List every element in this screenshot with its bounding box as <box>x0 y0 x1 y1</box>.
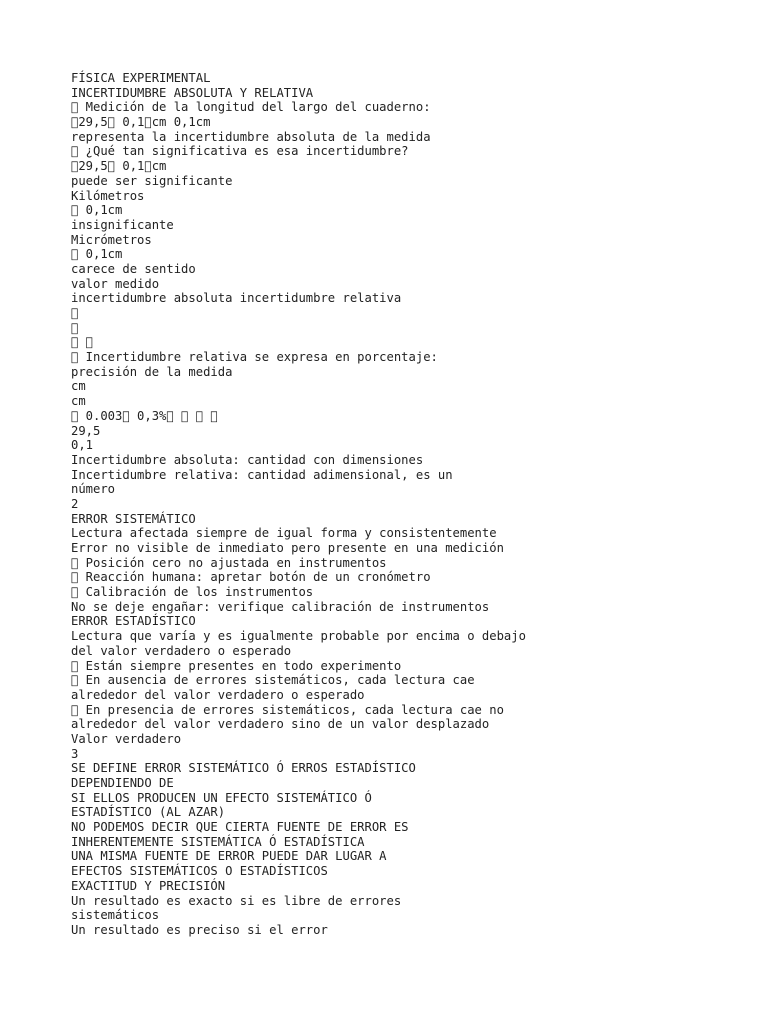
text-line: FÍSICA EXPERIMENTAL <box>71 71 211 85</box>
text-line: Un resultado es preciso si el error <box>71 922 328 937</box>
text-line: SI ELLOS PRODUCEN UN EFECTO SISTEMÁTICO Ó <box>71 790 372 805</box>
text-line: alrededor del valor verdadero sino de un valor desplazado <box>71 717 490 732</box>
text-line: 29,5 <box>71 423 101 438</box>
text-line: ESTADÍSTICO (AL AZAR) <box>71 805 226 820</box>
text-line: Micrómetros <box>71 232 152 247</box>
text-line: DEPENDIENDO DE <box>71 776 174 790</box>
text-line: del valor verdadero o esperado <box>71 643 292 658</box>
text-line: precisión de la medida <box>71 364 233 379</box>
text-line: puede ser significante <box>71 173 233 188</box>
text-line: 0,1cm <box>71 203 123 218</box>
text-line: Medición de la longitud del largo del cuaderno: <box>71 100 431 115</box>
text-line: UNA MISMA FUENTE DE ERROR PUEDE DAR LUGAR A <box>71 849 387 864</box>
text-line: 0,1 <box>71 438 94 453</box>
text-line: Calibración de los instrumentos <box>71 585 314 600</box>
section-heading: ERROR ESTADÍSTICO <box>71 614 196 629</box>
text-line: 29,5 0,1 cm <box>71 159 167 174</box>
page-number: 2 <box>71 496 79 511</box>
text-line: valor medido <box>71 276 160 291</box>
section-heading: EXACTITUD Y PRECISIÓN <box>71 878 226 893</box>
text-line: carece de sentido <box>71 261 196 276</box>
text-line <box>71 335 94 350</box>
text-line: ¿Qué tan significativa es esa incertidumbre? <box>71 144 409 159</box>
text-line: Incertidumbre relativa se expresa en porcentaje: <box>71 350 438 365</box>
section-heading: ERROR SISTEMÁTICO <box>71 511 196 526</box>
text-line: Lectura afectada siempre de igual forma y consistentemente <box>71 526 497 541</box>
text-line: INCERTIDUMBRE ABSOLUTA Y RELATIVA <box>71 85 314 100</box>
text-line: No se deje engañar: verifique calibración de instrumentos <box>71 599 490 614</box>
text-line: Incertidumbre absoluta: cantidad con dimensiones <box>71 452 424 467</box>
text-line: Valor verdadero <box>71 731 182 746</box>
text-line: Reacción humana: apretar botón de un cronómetro <box>71 570 431 585</box>
text-line: 29,5 0,1 cm 0,1cm <box>71 115 211 130</box>
text-line: Posición cero no ajustada en instrumentos <box>71 555 387 570</box>
text-line <box>71 320 79 335</box>
text-line: NO PODEMOS DECIR QUE CIERTA FUENTE DE ERROR ES <box>71 820 409 835</box>
document-page <box>71 71 751 938</box>
text-line: sistemáticos <box>71 908 160 923</box>
text-line <box>71 306 79 320</box>
text-line: EFECTOS SISTEMÁTICOS O ESTADÍSTICOS <box>71 864 328 879</box>
text-line: insignificante <box>71 217 174 232</box>
text-line: Error no visible de inmediato pero presente en una medición <box>71 541 504 555</box>
text-line: En ausencia de errores sistemáticos, cada lectura cae <box>71 673 475 688</box>
text-line: Lectura que varía y es igualmente probable por encima o debajo <box>71 629 526 644</box>
text-line: Están siempre presentes en todo experimento <box>71 658 402 673</box>
text-line: Incertidumbre relativa: cantidad adimensional, es un <box>71 467 453 482</box>
page-number: 3 <box>71 746 79 761</box>
text-line: incertidumbre absoluta incertidumbre relativa <box>71 291 402 306</box>
text-line: INHERENTEMENTE SISTEMÁTICA Ó ESTADÍSTICA <box>71 834 365 849</box>
text-line: SE DEFINE ERROR SISTEMÁTICO Ó ERROS ESTADÍSTICO <box>71 761 416 776</box>
text-line: número <box>71 482 116 497</box>
text-line: alrededor del valor verdadero o esperado <box>71 687 365 702</box>
text-line: 0.003 0,3% <box>71 408 218 423</box>
text-line: cm <box>71 379 86 394</box>
text-line: Kilómetros <box>71 188 145 203</box>
text-line: representa la incertidumbre absoluta de la medida <box>71 129 431 144</box>
text-line: Un resultado es exacto si es libre de errores <box>71 893 402 908</box>
text-line: cm <box>71 394 86 409</box>
text-line: 0,1cm <box>71 247 123 262</box>
text-line: En presencia de errores sistemáticos, cada lectura cae no <box>71 702 504 717</box>
